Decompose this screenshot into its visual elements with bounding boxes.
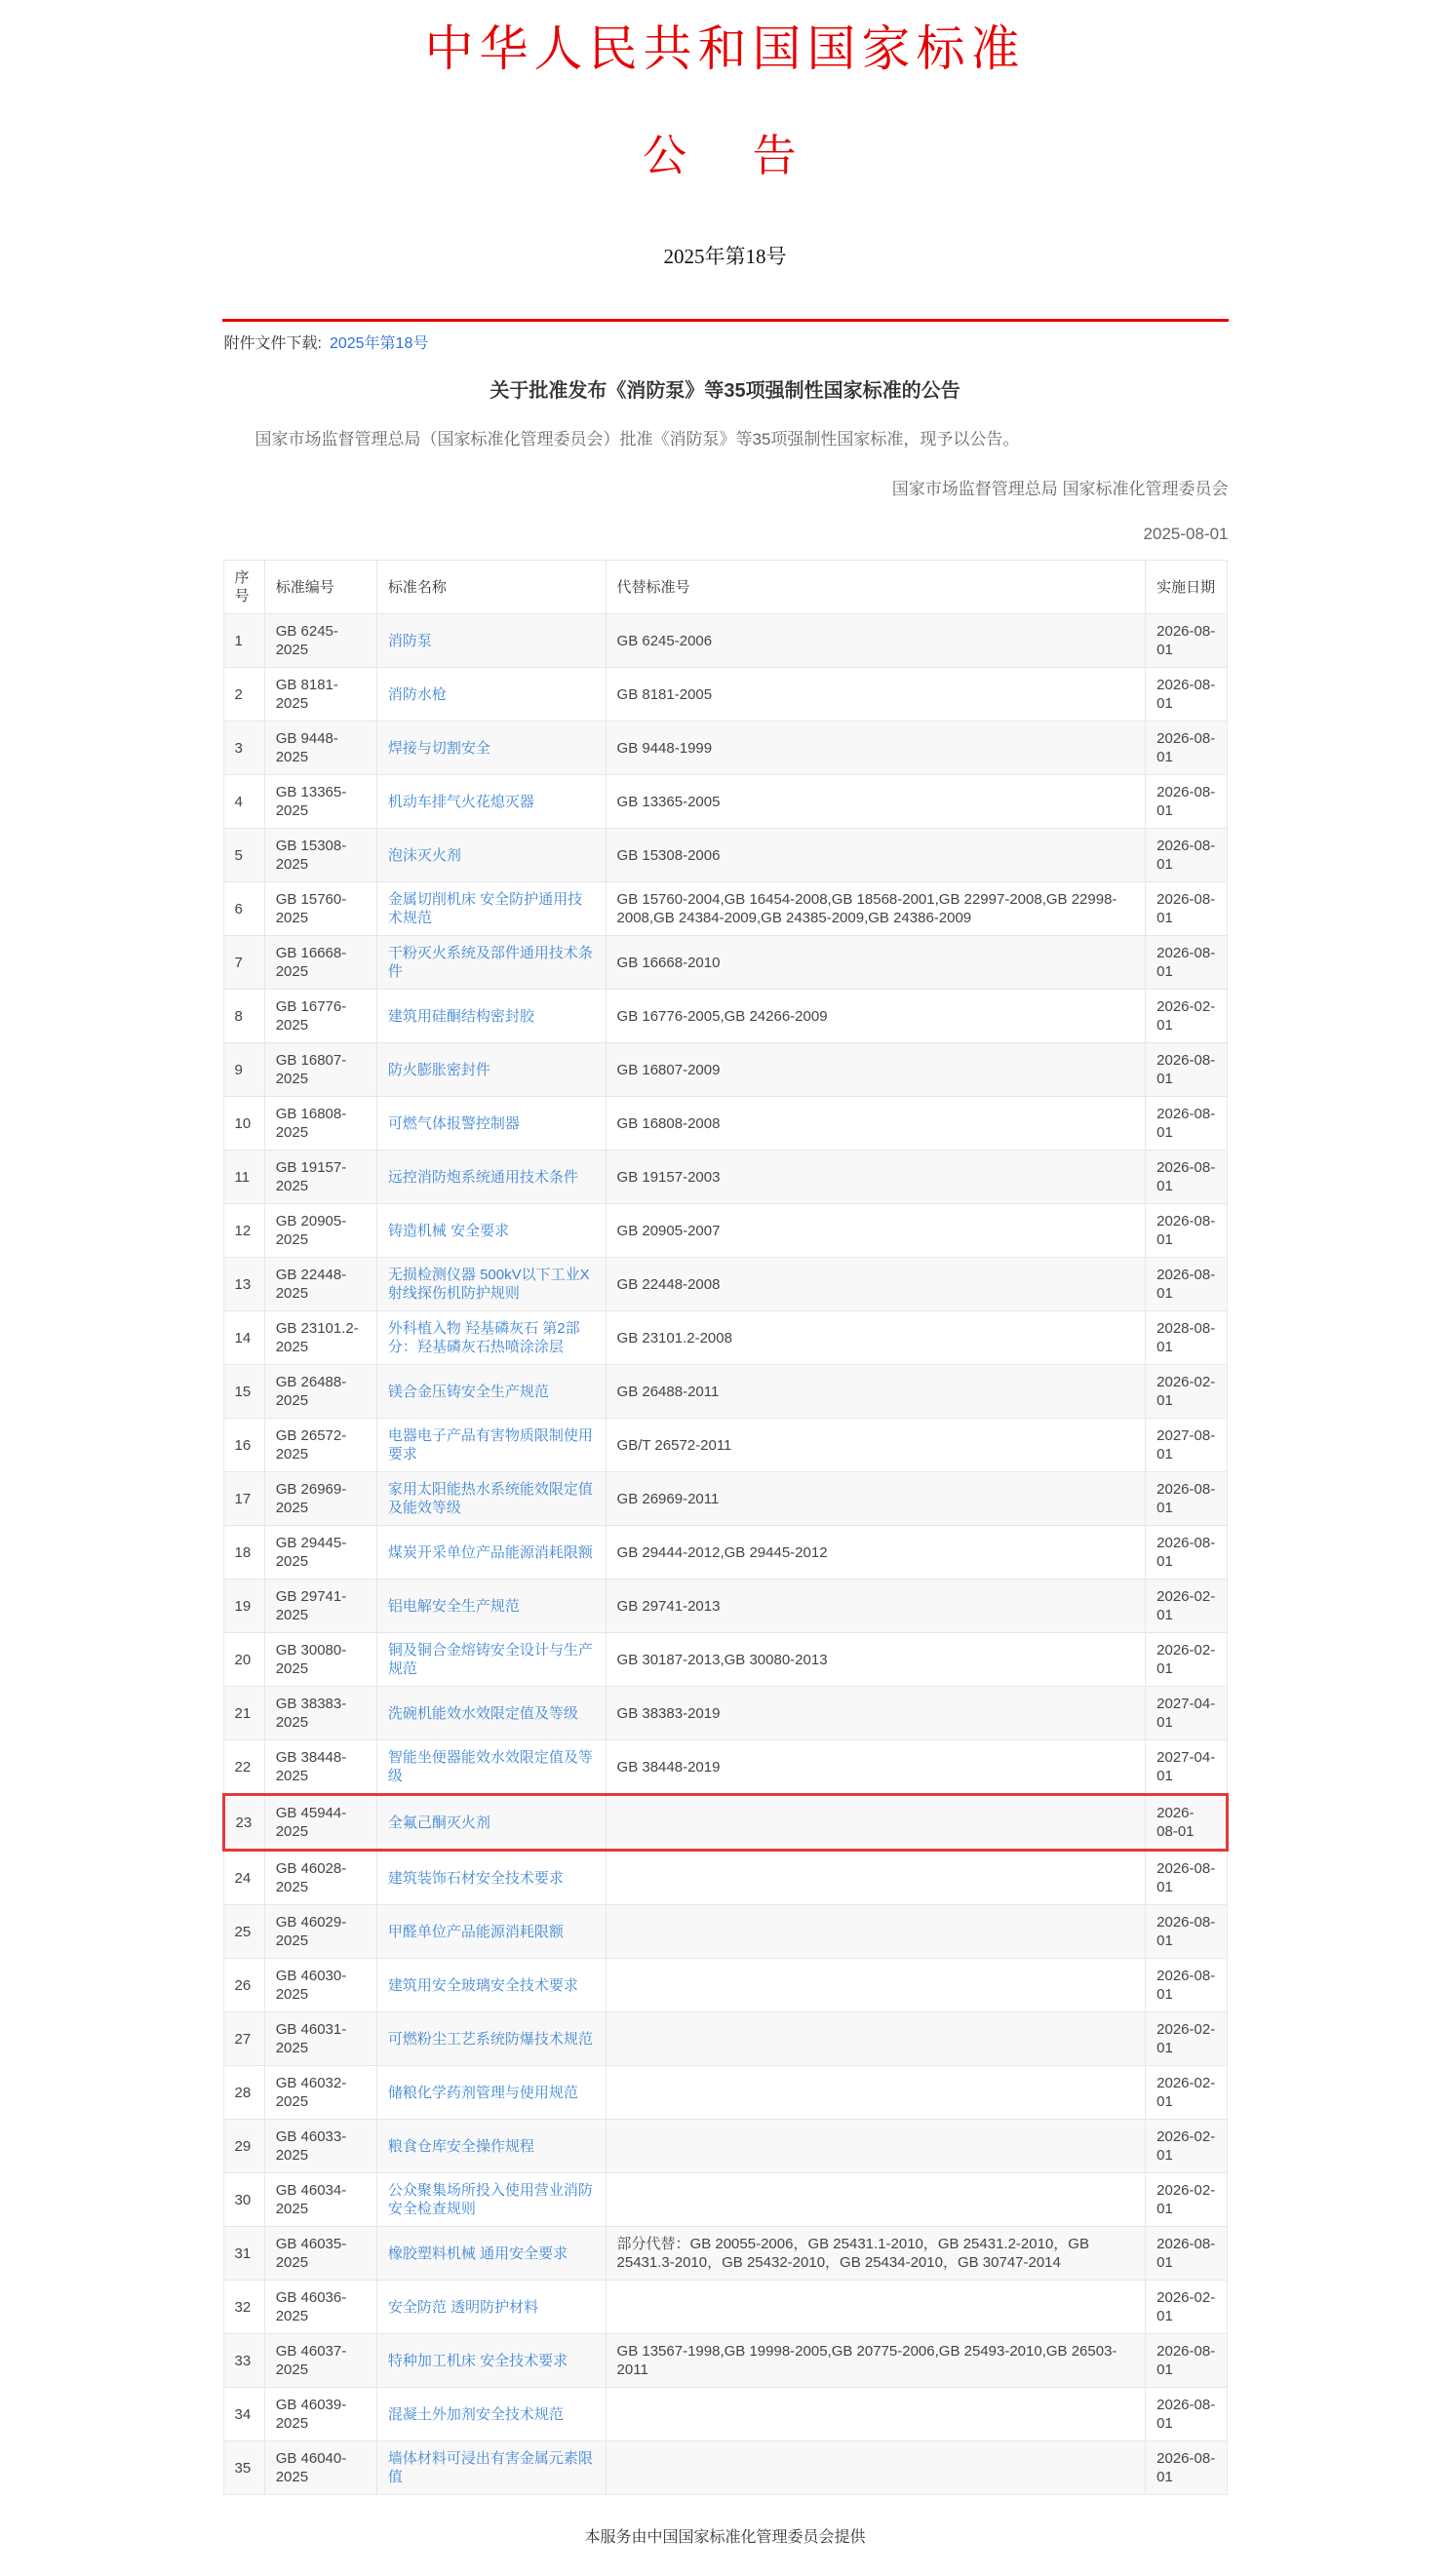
- standard-code: GB 9448-2025: [264, 722, 376, 775]
- standard-name-cell: [376, 2227, 606, 2281]
- replaced-standards: GB 8181-2005: [606, 668, 1146, 722]
- standard-name-link[interactable]: 全氟己酮灭火剂: [387, 1814, 490, 1831]
- standard-name-link[interactable]: 可燃气体报警控制器: [387, 1114, 520, 1132]
- table-row: [223, 2388, 1227, 2441]
- table-row: [223, 2441, 1227, 2495]
- replaced-standards: [606, 1851, 1146, 1905]
- standard-name-cell: [376, 2334, 606, 2388]
- row-number: 28: [223, 2066, 264, 2120]
- table-row: [223, 2173, 1227, 2227]
- standard-name-cell: [376, 2120, 606, 2173]
- standard-name-cell: [376, 1419, 606, 1472]
- table-row: [223, 990, 1227, 1043]
- replaced-standards: GB 6245-2006: [606, 614, 1146, 668]
- standard-code: GB 29445-2025: [264, 1526, 376, 1580]
- row-number: 20: [223, 1633, 264, 1687]
- table-row: [223, 1740, 1227, 1795]
- replaced-standards: [606, 2120, 1146, 2173]
- row-number: 12: [223, 1204, 264, 1258]
- standard-name-link[interactable]: 防火膨胀密封件: [387, 1061, 490, 1078]
- announcement-subtitle: 公 告: [643, 131, 807, 180]
- replaced-standards: [606, 1959, 1146, 2012]
- row-number: 3: [223, 722, 264, 775]
- replaced-standards: GB/T 26572-2011: [606, 1419, 1146, 1472]
- standard-name-link[interactable]: 建筑用硅酮结构密封胶: [387, 1007, 534, 1025]
- standard-name-cell: [376, 2066, 606, 2120]
- implementation-date: 2026-02-01: [1146, 2120, 1227, 2173]
- standard-code: GB 15308-2025: [264, 829, 376, 882]
- replaced-standards: GB 29444-2012,GB 29445-2012: [606, 1526, 1146, 1580]
- replaced-standards: GB 13365-2005: [606, 775, 1146, 829]
- standard-name-link[interactable]: 家用太阳能热水系统能效限定值及能效等级: [387, 1481, 593, 1517]
- standard-name-cell: [376, 1905, 606, 1959]
- standard-name-cell: [376, 882, 606, 936]
- standard-name-cell: [376, 1258, 606, 1311]
- standard-code: GB 46031-2025: [264, 2012, 376, 2066]
- row-number: 4: [223, 775, 264, 829]
- replaced-standards: GB 26488-2011: [606, 1365, 1146, 1419]
- standard-code: GB 26572-2025: [264, 1419, 376, 1472]
- replaced-standards: [606, 1795, 1146, 1851]
- standard-name-link[interactable]: 橡胶塑料机械 通用安全要求: [387, 2244, 568, 2262]
- table-body: [223, 614, 1227, 2495]
- standard-name-link[interactable]: 焊接与切割安全: [387, 739, 490, 757]
- announcement-body: 国家市场监督管理总局（国家标准化管理委员会）批准《消防泵》等35项强制性国家标准，现予以公告。: [255, 430, 1020, 449]
- replaced-standards: GB 38383-2019: [606, 1687, 1146, 1740]
- row-number: 34: [223, 2388, 264, 2441]
- row-number: 27: [223, 2012, 264, 2066]
- attachment-row: [222, 322, 1229, 357]
- standard-code: GB 46032-2025: [264, 2066, 376, 2120]
- table-row: [223, 1419, 1227, 1472]
- standard-name-cell: [376, 2441, 606, 2495]
- row-number: 24: [223, 1851, 264, 1905]
- row-number: 16: [223, 1419, 264, 1472]
- row-number: 31: [223, 2227, 264, 2281]
- table-row: [223, 614, 1227, 668]
- standard-name-cell: [376, 1097, 606, 1151]
- implementation-date: 2026-08-01: [1146, 1258, 1227, 1311]
- row-number: 18: [223, 1526, 264, 1580]
- row-number: 13: [223, 1258, 264, 1311]
- table-row-highlighted: [223, 1795, 1227, 1851]
- replaced-standards: GB 19157-2003: [606, 1151, 1146, 1204]
- implementation-date: 2026-02-01: [1146, 2173, 1227, 2227]
- implementation-date: 2026-02-01: [1146, 2066, 1227, 2120]
- implementation-date: 2026-08-01: [1146, 936, 1227, 990]
- standard-name-link[interactable]: 干粉灭火系统及部件通用技术条件: [387, 945, 593, 981]
- standard-name-link[interactable]: 甲醛单位产品能源消耗限额: [387, 1923, 564, 1940]
- standard-code: GB 26488-2025: [264, 1365, 376, 1419]
- standard-name-link[interactable]: 金属切削机床 安全防护通用技术规范: [387, 891, 583, 927]
- table-row: [223, 1472, 1227, 1526]
- standard-name-cell: [376, 936, 606, 990]
- replaced-standards: GB 9448-1999: [606, 722, 1146, 775]
- table-row: [223, 1851, 1227, 1905]
- standard-name-link[interactable]: 安全防范 透明防护材料: [387, 2298, 539, 2316]
- standard-name-cell: [376, 1740, 606, 1795]
- replaced-standards: GB 13567-1998,GB 19998-2005,GB 20775-2006,GB 25493-2010,GB 26503-2011: [606, 2334, 1146, 2388]
- standard-code: GB 15760-2025: [264, 882, 376, 936]
- table-row: [223, 2227, 1227, 2281]
- replaced-standards: [606, 2012, 1146, 2066]
- issue-number: 2025年第18号: [663, 245, 787, 268]
- standard-code: GB 19157-2025: [264, 1151, 376, 1204]
- standard-name-cell: [376, 775, 606, 829]
- implementation-date: 2026-08-01: [1146, 1472, 1227, 1526]
- standard-name-cell: [376, 1311, 606, 1365]
- column-header: 代替标准号: [606, 561, 1146, 614]
- table-row: [223, 882, 1227, 936]
- table-row: [223, 1097, 1227, 1151]
- standard-name-link[interactable]: 消防泵: [387, 632, 432, 649]
- row-number: 11: [223, 1151, 264, 1204]
- standard-name-cell: [376, 1526, 606, 1580]
- implementation-date: 2027-04-01: [1146, 1740, 1227, 1795]
- implementation-date: 2026-02-01: [1146, 1580, 1227, 1633]
- replaced-standards: GB 20905-2007: [606, 1204, 1146, 1258]
- implementation-date: 2026-08-01: [1146, 614, 1227, 668]
- standard-code: GB 38448-2025: [264, 1740, 376, 1795]
- standard-name-cell: [376, 722, 606, 775]
- standard-name-link[interactable]: 粮食仓库安全操作规程: [387, 2137, 534, 2155]
- standard-code: GB 16668-2025: [264, 936, 376, 990]
- standard-name-link[interactable]: 电器电子产品有害物质限制使用要求: [387, 1427, 593, 1464]
- standard-name-link[interactable]: 公众聚集场所投入使用营业消防安全检查规则: [387, 2182, 593, 2218]
- table-row: [223, 1633, 1227, 1687]
- implementation-date: 2026-08-01: [1146, 1097, 1227, 1151]
- row-number: 23: [223, 1795, 264, 1851]
- standard-code: GB 22448-2025: [264, 1258, 376, 1311]
- row-number: 5: [223, 829, 264, 882]
- standard-name-link[interactable]: 可燃粉尘工艺系统防爆技术规范: [387, 2030, 593, 2048]
- standard-name-cell: [376, 1151, 606, 1204]
- standard-name-link[interactable]: 建筑装饰石材安全技术要求: [387, 1869, 564, 1887]
- attachment-label: 附件文件下载:: [223, 335, 322, 352]
- standard-name-cell: [376, 829, 606, 882]
- row-number: 2: [223, 668, 264, 722]
- standard-code: GB 46029-2025: [264, 1905, 376, 1959]
- implementation-date: 2026-08-01: [1146, 1151, 1227, 1204]
- standard-name-link[interactable]: 铝电解安全生产规范: [387, 1597, 520, 1615]
- replaced-standards: GB 29741-2013: [606, 1580, 1146, 1633]
- standard-name-link[interactable]: 智能坐便器能效水效限定值及等级: [387, 1749, 593, 1785]
- implementation-date: 2026-08-01: [1146, 775, 1227, 829]
- implementation-date: 2028-08-01: [1146, 1311, 1227, 1365]
- table-row: [223, 1526, 1227, 1580]
- row-number: 35: [223, 2441, 264, 2495]
- implementation-date: 2026-08-01: [1146, 2227, 1227, 2281]
- standard-code: GB 16776-2025: [264, 990, 376, 1043]
- row-number: 14: [223, 1311, 264, 1365]
- standard-name-link[interactable]: 储粮化学药剂管理与使用规范: [387, 2084, 578, 2101]
- row-number: 8: [223, 990, 264, 1043]
- implementation-date: 2026-08-01: [1146, 1204, 1227, 1258]
- table-row: [223, 829, 1227, 882]
- implementation-date: 2026-08-01: [1146, 1526, 1227, 1580]
- standard-name-link[interactable]: 远控消防炮系统通用技术条件: [387, 1168, 578, 1186]
- standard-name-link[interactable]: 洗碗机能效水效限定值及等级: [387, 1704, 578, 1722]
- row-number: 1: [223, 614, 264, 668]
- standard-name-link[interactable]: 外科植入物 羟基磷灰石 第2部分：羟基磷灰石热喷涂涂层: [387, 1320, 580, 1356]
- replaced-standards: GB 23101.2-2008: [606, 1311, 1146, 1365]
- standard-code: GB 46040-2025: [264, 2441, 376, 2495]
- standard-code: GB 46036-2025: [264, 2281, 376, 2334]
- standard-name-cell: [376, 1043, 606, 1097]
- implementation-date: 2027-08-01: [1146, 1419, 1227, 1472]
- replaced-standards: GB 15308-2006: [606, 829, 1146, 882]
- standard-code: GB 16807-2025: [264, 1043, 376, 1097]
- implementation-date: 2026-08-01: [1146, 668, 1227, 722]
- standard-name-cell: [376, 1687, 606, 1740]
- standard-code: GB 23101.2-2025: [264, 1311, 376, 1365]
- row-number: 33: [223, 2334, 264, 2388]
- standard-code: GB 38383-2025: [264, 1687, 376, 1740]
- table-row: [223, 1959, 1227, 2012]
- replaced-standards: GB 16807-2009: [606, 1043, 1146, 1097]
- implementation-date: 2026-02-01: [1146, 2281, 1227, 2334]
- implementation-date: 2026-08-01: [1146, 829, 1227, 882]
- row-number: 17: [223, 1472, 264, 1526]
- replaced-standards: GB 16808-2008: [606, 1097, 1146, 1151]
- implementation-date: 2026-08-01: [1146, 1795, 1227, 1851]
- signature: 国家市场监督管理总局 国家标准化管理委员会: [891, 480, 1229, 499]
- row-number: 30: [223, 2173, 264, 2227]
- implementation-date: 2026-08-01: [1146, 1043, 1227, 1097]
- standard-name-link[interactable]: 混凝土外加剂安全技术规范: [387, 2405, 564, 2423]
- table-header-row: [223, 561, 1227, 614]
- row-number: 25: [223, 1905, 264, 1959]
- standard-code: GB 6245-2025: [264, 614, 376, 668]
- row-number: 6: [223, 882, 264, 936]
- row-number: 32: [223, 2281, 264, 2334]
- standard-name-link[interactable]: 机动车排气火花熄灭器: [387, 793, 534, 810]
- row-number: 21: [223, 1687, 264, 1740]
- replaced-standards: GB 15760-2004,GB 16454-2008,GB 18568-2001,GB 22997-2008,GB 22998-2008,GB 24384-2009,GB 24385-2009,GB 24386-2009: [606, 882, 1146, 936]
- standard-code: GB 46030-2025: [264, 1959, 376, 2012]
- standard-name-link[interactable]: 铸造机械 安全要求: [387, 1222, 510, 1239]
- replaced-standards: GB 16776-2005,GB 24266-2009: [606, 990, 1146, 1043]
- table-row: [223, 1204, 1227, 1258]
- standard-name-cell: [376, 1580, 606, 1633]
- column-header: 标准名称: [376, 561, 606, 614]
- page-content: [222, 21, 1229, 2576]
- implementation-date: 2026-02-01: [1146, 1365, 1227, 1419]
- implementation-date: 2026-08-01: [1146, 2388, 1227, 2441]
- replaced-standards: [606, 2281, 1146, 2334]
- replaced-standards: [606, 2388, 1146, 2441]
- row-number: 22: [223, 1740, 264, 1795]
- standard-name-cell: [376, 1959, 606, 2012]
- column-header: 实施日期: [1146, 561, 1227, 614]
- standard-name-link[interactable]: 无损检测仪器 500kV以下工业X射线探伤机防护规则: [387, 1267, 590, 1303]
- standard-name-cell: [376, 2388, 606, 2441]
- standard-code: GB 46039-2025: [264, 2388, 376, 2441]
- replaced-standards: [606, 2441, 1146, 2495]
- table-row: [223, 1258, 1227, 1311]
- standard-name-cell: [376, 2173, 606, 2227]
- row-number: 7: [223, 936, 264, 990]
- row-number: 26: [223, 1959, 264, 2012]
- table-row: [223, 2066, 1227, 2120]
- replaced-standards: GB 26969-2011: [606, 1472, 1146, 1526]
- standard-code: GB 13365-2025: [264, 775, 376, 829]
- column-header: 序号: [223, 561, 264, 614]
- replaced-standards: [606, 2066, 1146, 2120]
- implementation-date: 2026-08-01: [1146, 1959, 1227, 2012]
- announcement-title: 关于批准发布《消防泵》等35项强制性国家标准的公告: [490, 380, 960, 402]
- standard-name-link[interactable]: 特种加工机床 安全技术要求: [387, 2352, 568, 2369]
- row-number: 29: [223, 2120, 264, 2173]
- standard-code: GB 20905-2025: [264, 1204, 376, 1258]
- standard-name-cell: [376, 614, 606, 668]
- row-number: 10: [223, 1097, 264, 1151]
- implementation-date: 2026-08-01: [1146, 2441, 1227, 2495]
- standard-name-link[interactable]: 消防水枪: [387, 685, 447, 703]
- standard-name-link[interactable]: 铜及铜合金熔铸安全设计与生产规范: [387, 1642, 593, 1678]
- table-row: [223, 2281, 1227, 2334]
- implementation-date: 2026-08-01: [1146, 1905, 1227, 1959]
- replaced-standards: GB 30187-2013,GB 30080-2013: [606, 1633, 1146, 1687]
- implementation-date: 2026-08-01: [1146, 1851, 1227, 1905]
- standard-name-cell: [376, 2281, 606, 2334]
- standard-name-cell: [376, 1851, 606, 1905]
- standard-code: GB 30080-2025: [264, 1633, 376, 1687]
- replaced-standards: [606, 1905, 1146, 1959]
- replaced-standards: [606, 2173, 1146, 2227]
- table-row: [223, 2012, 1227, 2066]
- standard-code: GB 16808-2025: [264, 1097, 376, 1151]
- standard-code: GB 46037-2025: [264, 2334, 376, 2388]
- table-row: [223, 722, 1227, 775]
- table-row: [223, 1043, 1227, 1097]
- row-number: 9: [223, 1043, 264, 1097]
- standard-code: GB 45944-2025: [264, 1795, 376, 1851]
- table-row: [223, 1365, 1227, 1419]
- standard-code: GB 29741-2025: [264, 1580, 376, 1633]
- implementation-date: 2026-08-01: [1146, 2334, 1227, 2388]
- standard-code: GB 8181-2025: [264, 668, 376, 722]
- standard-name-cell: [376, 668, 606, 722]
- page-title: 中华人民共和国国家标准: [424, 21, 1026, 76]
- standard-code: GB 46033-2025: [264, 2120, 376, 2173]
- implementation-date: 2026-02-01: [1146, 1633, 1227, 1687]
- standard-name-cell: [376, 1633, 606, 1687]
- standard-name-cell: [376, 1472, 606, 1526]
- standard-code: GB 46035-2025: [264, 2227, 376, 2281]
- table-row: [223, 1905, 1227, 1959]
- table-row: [223, 936, 1227, 990]
- standard-code: GB 26969-2025: [264, 1472, 376, 1526]
- table-row: [223, 1151, 1227, 1204]
- column-header: 标准编号: [264, 561, 376, 614]
- standard-name-cell: [376, 990, 606, 1043]
- row-number: 15: [223, 1365, 264, 1419]
- table-row: [223, 1580, 1227, 1633]
- standard-name-cell: [376, 1795, 606, 1851]
- implementation-date: 2027-04-01: [1146, 1687, 1227, 1740]
- implementation-date: 2026-08-01: [1146, 722, 1227, 775]
- table-row: [223, 1311, 1227, 1365]
- table-row: [223, 668, 1227, 722]
- standard-name-cell: [376, 2012, 606, 2066]
- standard-name-link[interactable]: 煤炭开采单位产品能源消耗限额: [387, 1543, 593, 1561]
- attachment-link[interactable]: 2025年第18号: [329, 335, 429, 352]
- standard-name-link[interactable]: 建筑用安全玻璃安全技术要求: [387, 1976, 578, 1994]
- standard-name-cell: [376, 1204, 606, 1258]
- table-row: [223, 1687, 1227, 1740]
- implementation-date: 2026-02-01: [1146, 2012, 1227, 2066]
- standard-name-cell: [376, 1365, 606, 1419]
- standard-code: GB 46034-2025: [264, 2173, 376, 2227]
- replaced-standards: GB 16668-2010: [606, 936, 1146, 990]
- publish-date: 2025-08-01: [1143, 525, 1229, 544]
- replaced-standards: GB 22448-2008: [606, 1258, 1146, 1311]
- row-number: 19: [223, 1580, 264, 1633]
- table-row: [223, 775, 1227, 829]
- implementation-date: 2026-08-01: [1146, 882, 1227, 936]
- table-row: [223, 2120, 1227, 2173]
- standards-table: [222, 560, 1229, 2495]
- implementation-date: 2026-02-01: [1146, 990, 1227, 1043]
- replaced-standards: 部分代替：GB 20055-2006，GB 25431.1-2010，GB 25431.2-2010，GB 25431.3-2010，GB 25432-2010，GB 25434-2010，GB 30747-2014: [606, 2227, 1146, 2281]
- standard-name-link[interactable]: 墙体材料可浸出有害金属元素限值: [387, 2450, 593, 2486]
- standard-code: GB 46028-2025: [264, 1851, 376, 1905]
- footer-note: 本服务由中国国家标准化管理委员会提供: [584, 2529, 866, 2547]
- replaced-standards: GB 38448-2019: [606, 1740, 1146, 1795]
- table-row: [223, 2334, 1227, 2388]
- standard-name-link[interactable]: 镁合金压铸安全生产规范: [387, 1383, 549, 1400]
- standard-name-link[interactable]: 泡沫灭火剂: [387, 846, 461, 864]
